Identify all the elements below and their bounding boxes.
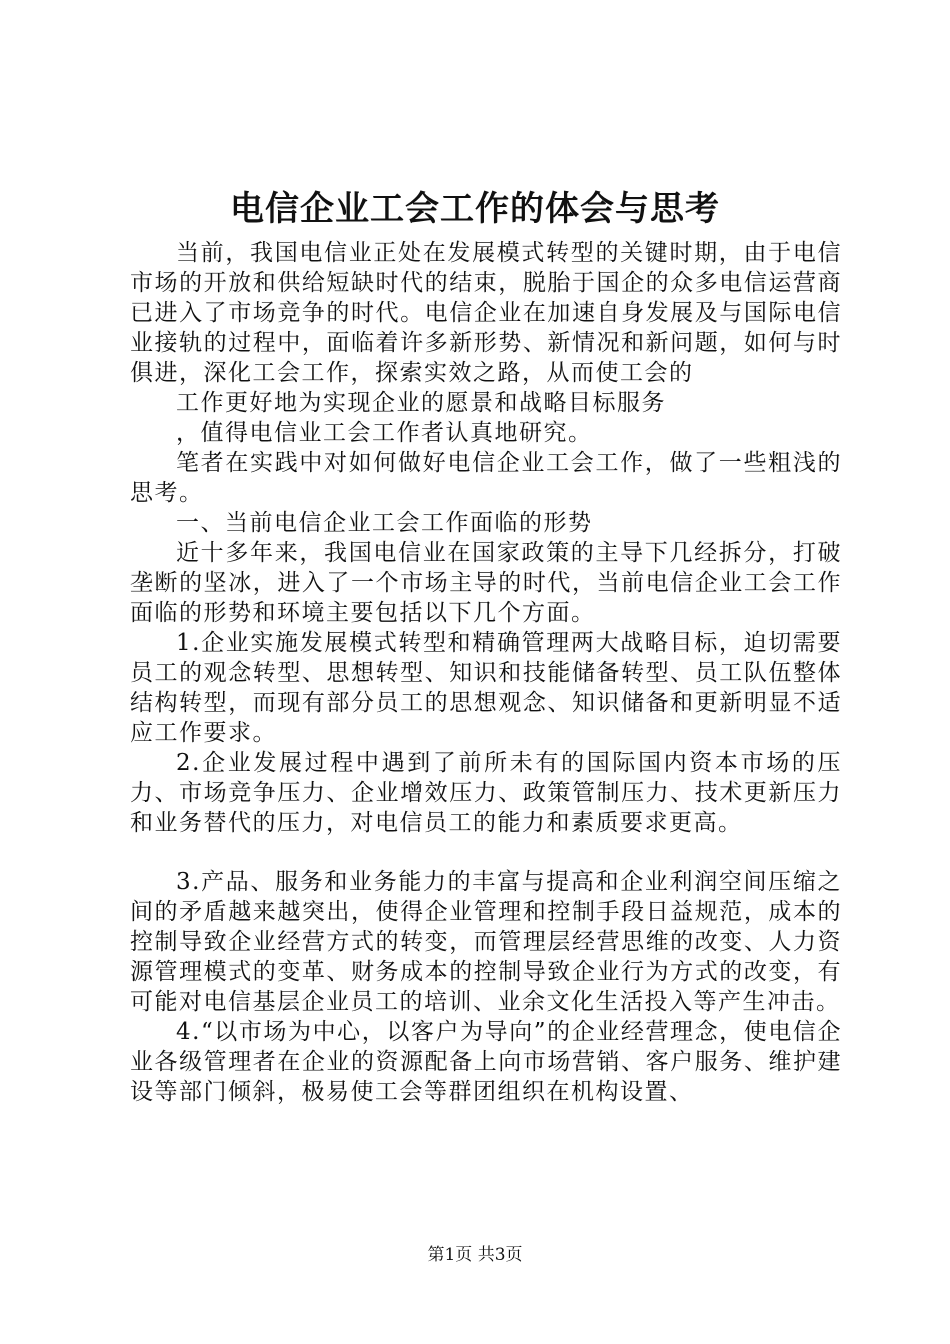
list-item-3: 3.产品、服务和业务能力的丰富与提高和企业利润空间压缩之间的矛盾越来越突出，使得企业管理和控制手段日益规范，成本的控制导致企业经营方式的转变，而管理层经营思维的改变、人力资源管理模式的变革、财务成本的控制导致企业行为方式的改变，有可能对电信基层企业员工的培训、业余文化生活投入等产生冲击。 bbox=[130, 869, 842, 1015]
paragraph-intro-continued: 工作更好地为实现企业的愿景和战略目标服务 bbox=[176, 390, 666, 416]
page-footer bbox=[0, 1243, 950, 1267]
paragraph-intro-end: ，值得电信业工会工作者认真地研究。 bbox=[176, 420, 593, 446]
list-item-2: 2.企业发展过程中遇到了前所未有的国际国内资本市场的压力、市场竞争压力、企业增效压力、政策管制压力、技术更新压力和业务替代的压力，对电信员工的能力和素质要求更高。 bbox=[130, 750, 842, 836]
document-body bbox=[130, 238, 842, 1107]
document-title: 电信企业工会工作的体会与思考 bbox=[230, 189, 720, 229]
list-item-1: 1.企业实施发展模式转型和精确管理两大战略目标，迫切需要员工的观念转型、思想转型、知识和技能储备转型、员工队伍整体结构转型，而现有部分员工的思想观念、知识储备和更新明显不适应工作要求。 bbox=[130, 630, 842, 746]
page-total: 共3页 bbox=[477, 1245, 523, 1265]
paragraph-background: 近十多年来，我国电信业在国家政策的主导下几经拆分，打破垄断的坚冰，进入了一个市场主导的时代，当前电信企业工会工作面临的形势和环境主要包括以下几个方面。 bbox=[130, 540, 842, 626]
list-item-4: 4.“以市场为中心，以客户为导向”的企业经营理念，使电信企业各级管理者在企业的资源配备上向市场营销、客户服务、维护建设等部门倾斜，极易使工会等群团组织在机构设置、 bbox=[130, 1019, 842, 1105]
paragraph-intro: 当前，我国电信业正处在发展模式转型的关键时期，由于电信市场的开放和供给短缺时代的结束，脱胎于国企的众多电信运营商已进入了市场竞争的时代。电信企业在加速自身发展及与国际电信业接轨的过程中，面临着许多新形势、新情况和新问题，如何与时俱进，深化工会工作，探索实效之路，从而使工会的 bbox=[130, 240, 842, 386]
page-number: 第1页 bbox=[427, 1245, 473, 1265]
section-heading-1: 一、当前电信企业工会工作面临的形势 bbox=[176, 510, 593, 536]
paragraph-author-thoughts: 笔者在实践中对如何做好电信企业工会工作，做了一些粗浅的思考。 bbox=[130, 450, 842, 506]
